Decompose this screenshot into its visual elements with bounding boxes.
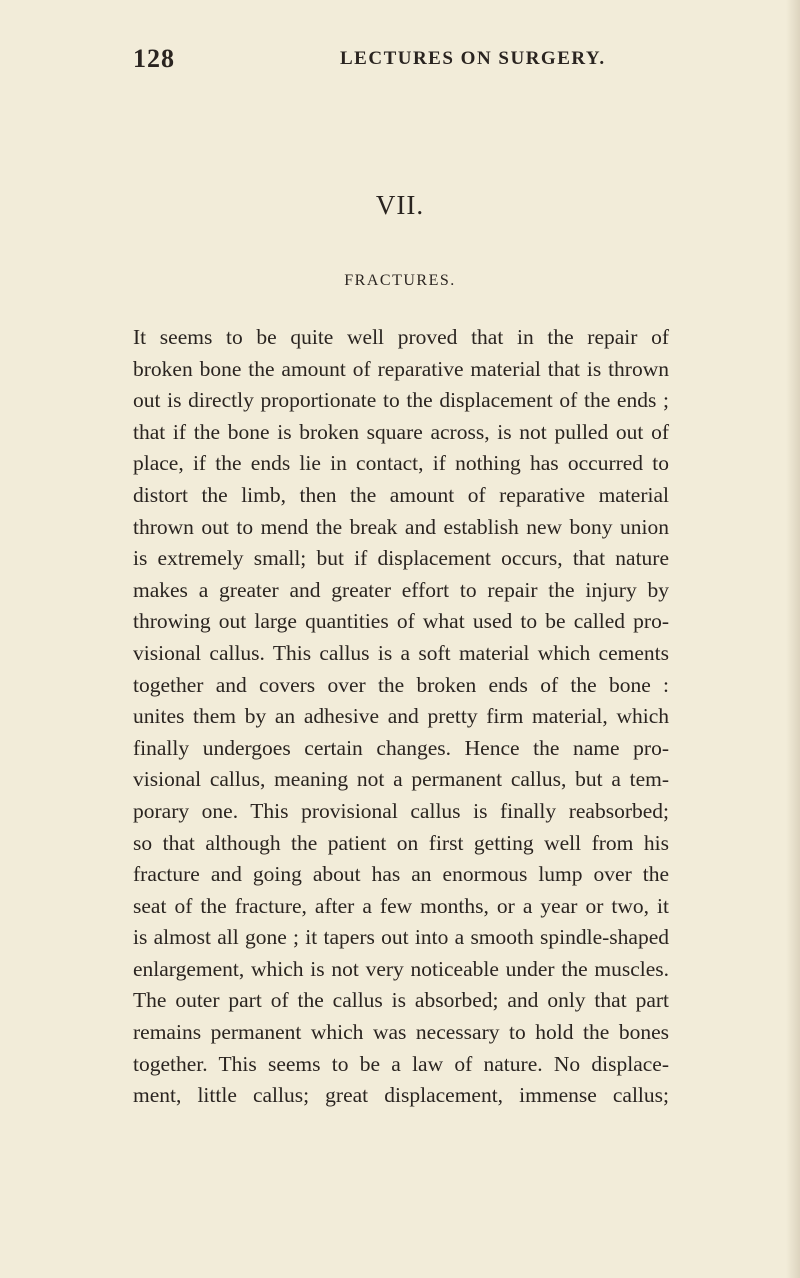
- text-line: visional callus. This callus is a soft material which cements: [133, 640, 669, 665]
- text-line: visional callus, meaning not a permanent callus, but a tem-: [133, 767, 669, 792]
- text-line: broken bone the amount of reparative material that is thrown: [133, 356, 669, 381]
- text-line: thrown out to mend the break and establish new bony union: [133, 514, 669, 539]
- text-line: finally undergoes certain changes. Hence the name pro-: [133, 735, 669, 760]
- text-line: The outer part of the callus is absorbed; and only that part: [133, 988, 669, 1013]
- body-paragraph: [133, 322, 669, 1112]
- text-line: throwing out large quantities of what used to be called pro-: [133, 609, 669, 634]
- text-line: remains permanent which was necessary to hold the bones: [133, 1020, 669, 1045]
- text-line: distort the limb, then the amount of reparative material: [133, 482, 669, 507]
- text-line: ment, little callus; great displacement, immense callus;: [133, 1083, 669, 1108]
- text-line: enlargement, which is not very noticeable under the muscles.: [133, 956, 669, 981]
- chapter-title: FRACTURES.: [344, 272, 456, 289]
- text-line: place, if the ends lie in contact, if nothing has occurred to: [133, 451, 669, 476]
- text-line: porary one. This provisional callus is finally reabsorbed;: [133, 798, 669, 823]
- text-line: is extremely small; but if displacement occurs, that nature: [133, 546, 669, 571]
- text-line: together and covers over the broken ends of the bone :: [133, 672, 669, 697]
- running-title: LECTURES ON SURGERY.: [340, 48, 606, 69]
- text-line: seat of the fracture, after a few months, or a year or two, it: [133, 893, 669, 918]
- page-number: 128: [133, 44, 175, 73]
- text-line: fracture and going about has an enormous lump over the: [133, 862, 669, 887]
- text-line: makes a greater and greater effort to repair the injury by: [133, 577, 669, 602]
- text-line: out is directly proportionate to the displacement of the ends ;: [133, 388, 669, 413]
- text-line: is almost all gone ; it tapers out into a smooth spindle-shaped: [133, 925, 669, 950]
- text-line: It seems to be quite well proved that in the repair of: [133, 325, 669, 349]
- text-line: unites them by an adhesive and pretty firm material, which: [133, 704, 669, 729]
- chapter-number: VII.: [375, 190, 425, 220]
- text-line: so that although the patient on first getting well from his: [133, 830, 669, 855]
- running-head: [133, 44, 673, 76]
- text-line: that if the bone is broken square across, is not pulled out of: [133, 419, 669, 444]
- text-line: together. This seems to be a law of nature. No displace-: [133, 1051, 669, 1076]
